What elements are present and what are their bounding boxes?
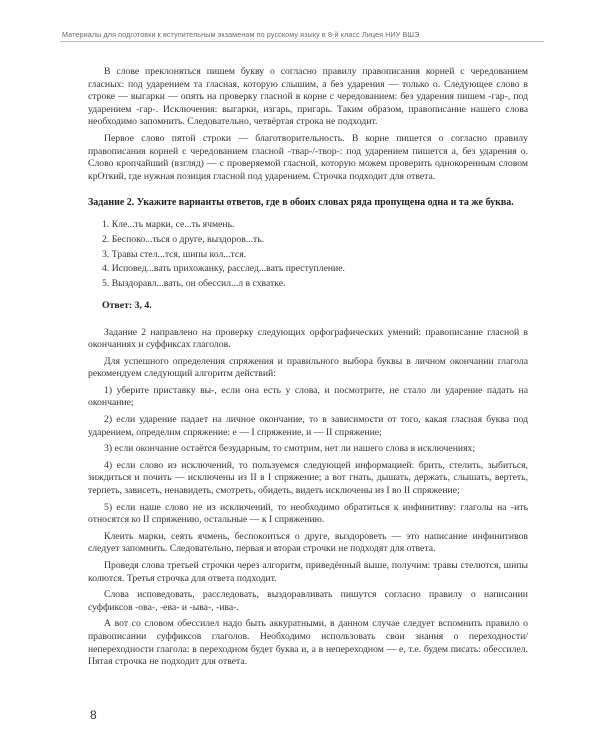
task-2-answer: Ответ: 3, 4. [102, 299, 152, 311]
algorithm-step: 4) если слово из исключений, то пользуемся следующей информацией: брить, стелить, зыбиться, зиждиться и почить — исключены из II в I спряжение; а вот гнать, дышать, держать, слышать, вертеть, терпеть, зависеть, ненавидеть, смотреть, обидеть, видеть исключены из I во II спряжение; [88, 459, 528, 497]
algorithm-step: 3) если окончание остаётся безударным, то смотрим, нет ли нашего слова в исключениях; [104, 443, 476, 455]
option-item: 4. Исповед...вать прихожанку, расслед...вать преступление. [102, 263, 345, 275]
option-item: 3. Травы стел...тся, шипы кол...тся. [102, 248, 247, 260]
paragraph: Задание 2 направлено на проверку следующих орфографических умений: правописание гласной в окончаниях и суффиксах глаголов. [88, 326, 528, 351]
algorithm-step: 2) если ударение падает на личное окончание, то в зависимости от того, какая гласная буква под ударением, определим спряжение: е — I спряжение, и — II спряжение; [88, 414, 528, 438]
paragraph: Первое слово пятой строки — благотворительность. В корне пишется о согласно правилу правописания корней с чередованием гласной -твар-/-твор-: под ударением пишется а, без ударения о. Слово кропчайший (взгляд) — с проверяемой гласной, которую можем проверить однокоренным словом крОткий, где нужная позиция гласной под ударением. Строчка подходит для ответа. [88, 132, 528, 182]
running-header: Материалы для подготовки к вступительным экзаменам по русскому языку в 8-й класс Лицея НИУ ВШЭ [62, 30, 420, 39]
paragraph: Слова исповедовать, расследовать, выздоравливать пишутся согласно правилу о написании суффиксов -ова-, -ева- и -ыва-, -ива-. [88, 589, 528, 613]
paragraph: Для успешного определения спряжения и правильного выбора буквы в личном окончании глагола рекомендуем следующий алгоритм действий: [88, 355, 528, 380]
header-divider [60, 41, 544, 42]
paragraph: А вот со словом обессилел надо быть аккуратными, в данном случае следует вспомнить правило о правописании суффиксов глаголов. Необходимо использовать свои знания о переходности/непереходности глагола: в переходном будет буква и, а в непереходном — е, т.е. будем писать: обессилел. Пятая строчка не подходит для ответа. [88, 618, 528, 668]
algorithm-step: 1) уберите приставку вы-, если она есть у слова, и посмотрите, не стало ли ударение падать на окончание; [88, 384, 528, 409]
paragraph: В слове преклоняться пишем букву о согласно правилу правописания корней с чередованием гласных: под ударением та гласная, которую слышим, а без ударения — только о. Следующее слово в строке — выгарки — опять на проверку гласной в корне с чередованием: без ударения пишем -гар-, под ударением -гар-. Исключения: выгарки, изгарь, пригарь. Таким образом, правописание нашего слова необходимо запомнить. Следовательно, четвёртая строка не подходит. [88, 66, 528, 128]
option-item: 2. Беспоко...ться о друге, выздоров...ть. [102, 233, 265, 245]
option-item: 5. Выздоравл...вать, он обессил...л в схватке. [102, 278, 286, 290]
page-number: 8 [90, 708, 97, 722]
paragraph: Проведя слова третьей строчки через алгоритм, приведённый выше, получим: травы стелются, шипы колются. Третья строчка для ответа подходит. [88, 560, 528, 584]
algorithm-step: 5) если наше слово не из исключений, то необходимо обратиться к инфинитиву: глаголы на -ить относятся ко II спряжению, остальные — к I спряжению. [88, 501, 528, 526]
paragraph: Клеить марки, сеять ячмень, беспокоиться о друге, выздороветь — это написание инфинитивов следует запомнить. Следовательно, первая и вторая строчки не подходят для ответа. [88, 530, 528, 555]
main-text [88, 66, 528, 673]
option-item: 1. Кле...ть марки, се...ть ячмень. [102, 218, 235, 230]
task-2-options [88, 218, 528, 292]
task-2-heading: Задание 2. Укажите варианты ответов, где в обоих словах ряда пропущена одна и та же буква. [88, 197, 514, 209]
